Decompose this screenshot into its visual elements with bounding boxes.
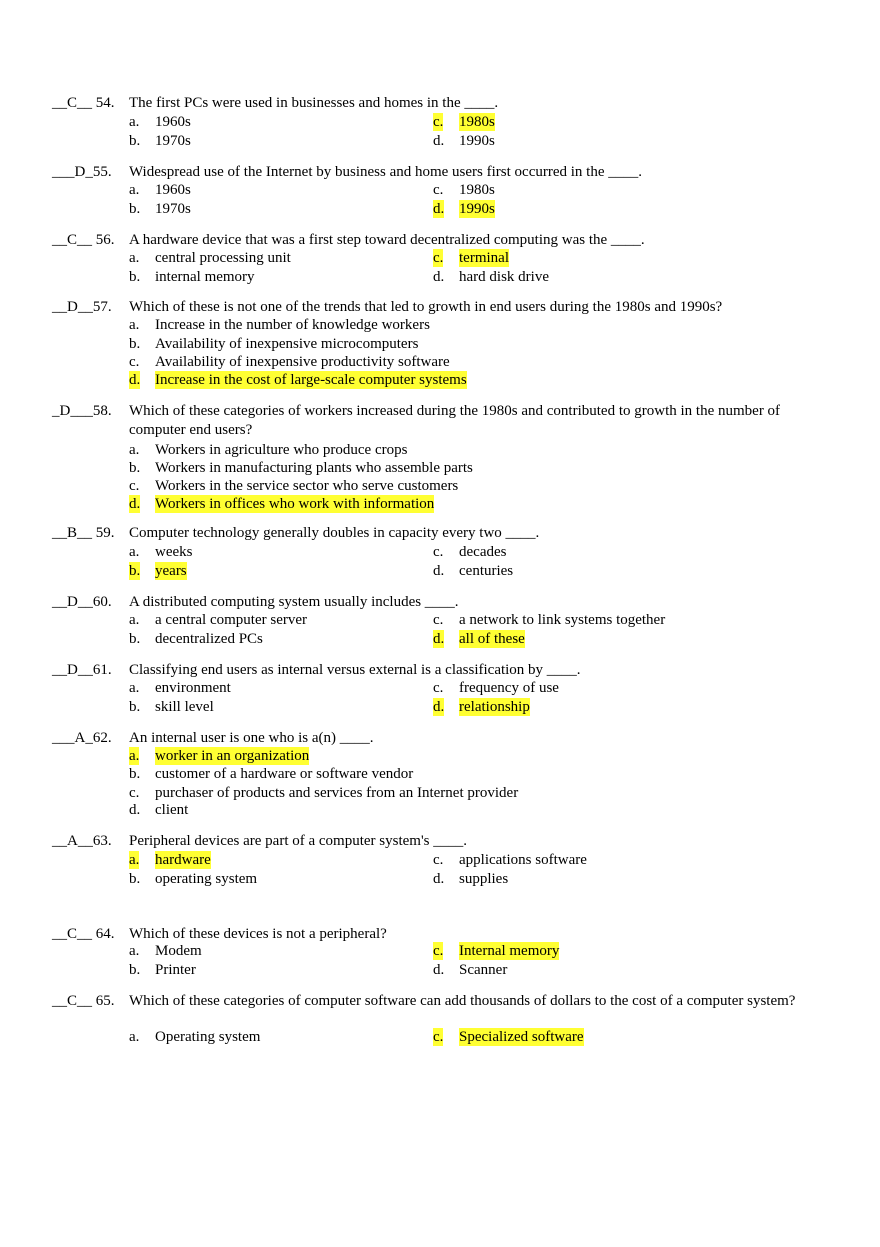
answer-key: __C__ 64.: [52, 926, 115, 942]
question-stem: Which of these devices is not a peripheral?: [129, 926, 387, 942]
question-stem: A hardware device that was a first step toward decentralized computing was the ____.: [129, 232, 645, 248]
question-55: ___D_55. Widespread use of the Internet by business and home users first occurred in the ____. a. 1960s b. 1970s c. 1980s d. 1990s: [0, 163, 880, 181]
question-stem: Which of these categories of workers increased during the 1980s and contributed to growth in the number of computer end users?: [129, 403, 781, 438]
question-stem: Which of these is not one of the trends that led to growth in end users during the 1980s and 1990s?: [129, 299, 723, 315]
answer-key: __D__60.: [52, 594, 112, 610]
answer-key: _D___58.: [52, 403, 112, 419]
question-stem: Widespread use of the Internet by business and home users first occurred in the ____.: [129, 164, 643, 180]
question-61: __D__61. Classifying end users as internal versus external is a classification by ____. a. environment b. skill level c. frequency of use d. relationship: [0, 661, 880, 679]
question-63: __A__63. Peripheral devices are part of a computer system's ____. a. hardware b. operating system c. applications software d. supplies: [0, 832, 880, 850]
question-59: __B__ 59. Computer technology generally doubles in capacity every two ____. a. weeks b. years c. decades d. centuries: [0, 524, 880, 542]
answer-key: __C__ 54.: [52, 95, 115, 111]
question-stem: A distributed computing system usually includes ____.: [129, 594, 459, 610]
question-stem: Which of these categories of computer software can add thousands of dollars to the cost of a computer system?: [129, 993, 796, 1009]
answer-key: __A__63.: [52, 833, 112, 849]
question-stem: Computer technology generally doubles in capacity every two ____.: [129, 525, 540, 541]
answer-key: __D__57.: [52, 299, 112, 315]
answer-key: __B__ 59.: [52, 525, 115, 541]
answer-key: ___A_62.: [52, 730, 112, 746]
question-62: ___A_62. An internal user is one who is a(n) ____. a. worker in an organization b. customer of a hardware or software vendor c. purchaser of products and services from an Internet provider d. client: [0, 729, 880, 747]
answer-key: __C__ 56.: [52, 232, 115, 248]
question-65: __C__ 65. Which of these categories of computer software can add thousands of dollars to the cost of a computer system? a. Operating system c. Specialized software: [0, 992, 880, 1010]
question-stem: An internal user is one who is a(n) ____.: [129, 730, 374, 746]
question-64: __C__ 64. Which of these devices is not a peripheral? a. Modem b. Printer c. Internal memory d. Scanner: [0, 925, 880, 943]
question-stem: The first PCs were used in businesses and homes in the ____.: [129, 95, 499, 111]
answer-key: ___D_55.: [52, 164, 112, 180]
question-60: __D__60. A distributed computing system usually includes ____. a. a central computer server b. decentralized PCs c. a network to link systems together d. all of these: [0, 593, 880, 611]
answer-key: __D__61.: [52, 662, 112, 678]
question-57: __D__57. Which of these is not one of the trends that led to growth in end users during the 1980s and 1990s? a. Increase in the number of knowledge workers b. Availability of inexpensive microcomputers c. Availability of inexpensive productivity software d. Increase in the cost of large-scale computer systems: [0, 298, 880, 316]
question-56: __C__ 56. A hardware device that was a first step toward decentralized computing was the ____. a. central processing unit b. internal memory c. terminal d. hard disk drive: [0, 231, 880, 249]
question-58: _D___58. Which of these categories of workers increased during the 1980s and contributed to growth in the number of computer end users? a. Workers in agriculture who produce crops b. Workers in manufacturing plants who assemble parts c. Workers in the service sector who serve customers d. Workers in offices who work with information: [0, 402, 880, 420]
question-stem: Peripheral devices are part of a computer system's ____.: [129, 833, 468, 849]
answer-key: __C__ 65.: [52, 993, 115, 1009]
question-stem: Classifying end users as internal versus external is a classification by ____.: [129, 662, 581, 678]
question-54: __C__ 54. The first PCs were used in businesses and homes in the ____. a. 1960s b. 1970s c. 1980s d. 1990s: [0, 94, 880, 112]
